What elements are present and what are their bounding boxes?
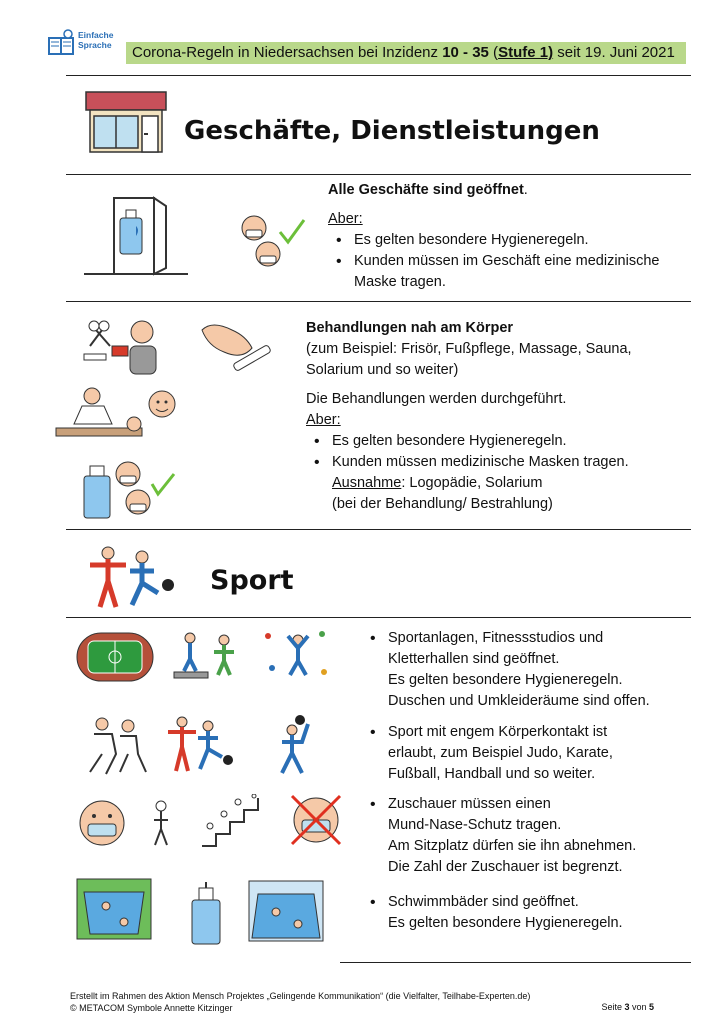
sanitizer-mask-check-icon (80, 458, 180, 522)
sport-item: • Sportanlagen, Fitnessstudios und Kletterhallen sind geöffnet. Es gelten besondere Hygieneregeln. Duschen und Umkleideräume sind offen. (362, 628, 702, 712)
divider (66, 75, 691, 76)
footer-credit: Erstellt im Rahmen des Aktion Mensch Projektes „Gelingende Kommunikation“ (die Vielfalter, Teilhabe-Experten.de) (70, 991, 531, 1001)
swimming-pool-icon (76, 878, 152, 940)
treat-but-label: Aber: (306, 412, 341, 428)
masked-face-check-icon (238, 210, 308, 270)
treat-done-text: Die Behandlungen werden durchgeführt. (306, 391, 567, 407)
logo-line1: Einfache (78, 30, 114, 40)
walking-person-icon (146, 800, 176, 848)
shop-rule-item: • Kunden müssen im Geschäft eine medizinische Maske tragen. (328, 251, 698, 293)
sport-item: • Schwimmbäder sind geöffnet. Es gelten besondere Hygieneregeln. (362, 892, 702, 934)
exception-text: : Logopädie, Solarium (401, 475, 543, 491)
treat-rule-item: • Es gelten besondere Hygieneregeln. (306, 431, 698, 452)
climbing-icon (262, 628, 332, 684)
no-unmasked-icon (288, 792, 344, 848)
fitness-icon (172, 630, 242, 682)
divider (340, 962, 691, 963)
page-number: Seite 3 von 5 (601, 1002, 654, 1012)
exception-note: (bei der Behandlung/ Bestrahlung) (332, 496, 553, 512)
section-title-sport: Sport (210, 565, 294, 596)
divider (66, 301, 691, 302)
treatments-info (306, 318, 698, 515)
massage-icon (52, 386, 182, 446)
treat-example-line: Solarium und so weiter) (306, 362, 459, 378)
indoor-pool-icon (248, 880, 324, 942)
shops-open-dot: . (523, 182, 528, 198)
sanitizer-icon (190, 880, 222, 946)
title-mid: ( (488, 44, 499, 61)
shops-info (328, 180, 698, 293)
football-players-icon (86, 545, 182, 611)
treat-example-line: (zum Beispiel: Frisör, Fußpflege, Massage, Sauna, (306, 341, 632, 357)
handball-icon (268, 714, 324, 778)
easy-language-logo (46, 28, 126, 62)
shop-rule-item: • Es gelten besondere Hygieneregeln. (328, 230, 698, 251)
hairdresser-icon (82, 316, 182, 378)
shops-but-label: Aber: (328, 211, 363, 227)
section-title-shops: Geschäfte, Dienstleistungen (184, 116, 600, 146)
grandstand-icon (200, 794, 268, 848)
masked-spectator-icon (74, 798, 130, 848)
title-post: seit 19. Juni 2021 (553, 44, 675, 61)
stadium-icon (76, 632, 154, 682)
footer-copyright: © METACOM Symbole Annette Kitzinger (70, 1003, 233, 1013)
title-pre: Corona-Regeln in Niedersachsen bei Inzidenz (132, 44, 443, 61)
foot-care-icon (198, 316, 278, 378)
title-stage: Stufe 1) (498, 44, 554, 61)
sport-item: • Sport mit engem Körperkontakt ist erlaubt, zum Beispiel Judo, Karate, Fußball, Handball und so weiter. (362, 722, 702, 785)
title-range: 10 - 35 (442, 44, 489, 61)
sport-item: • Zuschauer müssen einen Mund-Nase-Schutz tragen. Am Sitzplatz dürfen sie ihn abnehmen. Die Zahl der Zuschauer ist begrenzt. (362, 794, 702, 878)
page-title-banner (126, 42, 686, 64)
door-sanitizer-icon (84, 190, 190, 276)
treat-rule-item: • Kunden müssen medizinische Masken tragen. Ausnahme: Logopädie, Solarium (bei der Behandlung/ Bestrahlung) (306, 452, 698, 515)
exception-label: Ausnahme (332, 475, 402, 491)
treat-title: Behandlungen nah am Körper (306, 320, 514, 336)
logo-line2: Sprache (78, 40, 112, 50)
divider (66, 174, 691, 175)
divider (66, 529, 691, 530)
judo-icon (82, 716, 150, 776)
soccer-players-icon (164, 714, 238, 776)
divider (66, 617, 691, 618)
book-icon (46, 28, 78, 60)
shops-open-text: Alle Geschäfte sind geöffnet (328, 182, 524, 198)
shop-icon (84, 88, 168, 154)
